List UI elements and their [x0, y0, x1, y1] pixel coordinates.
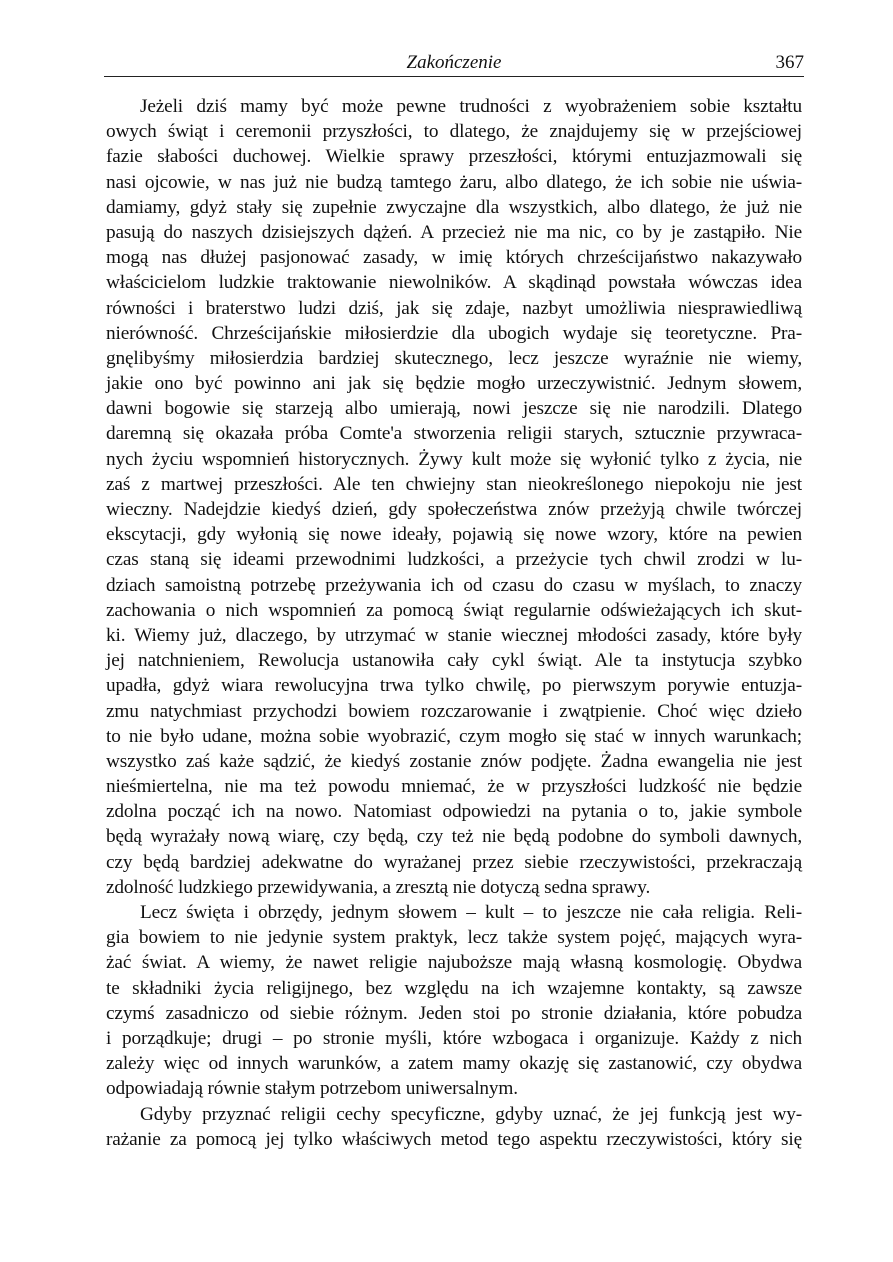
- text-line: zależy więc od innych warunków, a zatem mamy okazję się zastanowić, czy obydwa: [106, 1053, 802, 1075]
- text-line: zaś z martwej przeszłości. Ale ten chwiejny stan nieokreślonego niepokoju nie jest: [106, 473, 802, 495]
- text-line: nierówność. Chrześcijańskie miłosierdzie dla ubogich wydaje się teoretyczne. Pra-: [106, 322, 802, 344]
- text-line: to nie było udane, można sobie wyobrazić, czym mogło się stać w innych warunkach;: [106, 725, 802, 747]
- text-line: rażanie za pomocą jej tylko właściwych metod tego aspektu rzeczywistości, który się: [106, 1128, 802, 1150]
- body-text: [106, 94, 802, 1152]
- text-line: dawni bogowie się starzeją albo umierają, nowi jeszcze się nie narodzili. Dlatego: [106, 398, 802, 420]
- text-line: mogą nas dłużej pasjonować zasady, w imię których chrześcijaństwo nakazywało: [106, 247, 802, 269]
- text-line: nych życiu wspomnień historycznych. Żywy kult może się wyłonić tylko z życia, nie: [106, 448, 802, 470]
- text-line: nasi ojcowie, w nas już nie budzą tamtego żaru, albo dlatego, że ich sobie nie uświa-: [106, 171, 802, 193]
- text-line: żać świat. A wiemy, że nawet religie najuboższe mają własną kosmologię. Obydwa: [106, 952, 802, 974]
- chapter-title: Zakończenie: [406, 52, 502, 73]
- text-line: będą wyrażały nową wiarę, czy będą, czy też nie będą podobne do symboli dawnych,: [106, 826, 802, 848]
- text-line: wieczny. Nadejdzie kiedyś dzień, gdy społeczeństwa znów przeżyją chwile twórczej: [106, 499, 802, 520]
- text-line: czymś zasadniczo od siebie różnym. Jeden stoi po stronie działania, które pobudza: [106, 1002, 802, 1024]
- text-line: daremną się okazała próba Comte'a stworzenia religii starych, sztucznie przywraca-: [106, 423, 802, 445]
- text-line: jej natchnieniem, Rewolucja ustanowiła cały cykl świąt. Ale ta instytucja szybko: [106, 650, 802, 672]
- text-line: te składniki życia religijnego, bez względu na ich wzajemne kontakty, są zawsze: [106, 977, 802, 999]
- text-line: Jeżeli dziś mamy być może pewne trudności z wyobrażeniem sobie kształtu: [140, 96, 802, 117]
- text-line: jakie ono być powinno ani jak się będzie mogło urzeczywistnić. Jednym słowem,: [106, 373, 802, 395]
- text-line: zdolność ludzkiego przewidywania, a zresztą nie dotyczą sedna sprawy.: [106, 876, 651, 898]
- text-line: upadła, gdyż wiara rewolucyjna trwa tylko chwilę, po pierwszym porywie entuzja-: [106, 675, 802, 697]
- text-line: i porządkuje; drugi – po stronie myśli, które wzbogaca i organizuje. Każdy z nich: [106, 1027, 802, 1049]
- text-line: gia bowiem to nie jedynie system praktyk, lecz także system pojęć, mających wyra-: [106, 927, 802, 949]
- text-line: ekscytacji, gdy wyłonią się nowe ideały, pojawią się nowe wzory, które na pewien: [106, 524, 802, 546]
- paragraph: [106, 900, 802, 1102]
- text-line: wszystko zaś każe sądzić, że kiedyś zostanie znów podjęte. Żadna ewangelia nie jest: [106, 750, 802, 772]
- page-number: 367: [775, 52, 804, 73]
- running-header: [104, 50, 804, 77]
- text-line: gnęlibyśmy miłosierdzia bardziej skutecznego, lecz jeszcze wyraźnie nie wiemy,: [106, 347, 802, 369]
- text-line: dziach samoistną potrzebę przeżywania ich od czasu do czasu w myślach, to znaczy: [106, 574, 802, 596]
- text-line: Lecz święta i obrzędy, jednym słowem – kult – to jeszcze nie cała religia. Reli-: [140, 902, 802, 923]
- text-line: ki. Wiemy już, dlaczego, by utrzymać w stanie wiecznej młodości zasady, które były: [106, 624, 802, 646]
- text-line: właścicielom ludzkie traktowanie niewolników. A skądinąd powstała wówczas idea: [106, 272, 802, 294]
- paragraph: [106, 1102, 802, 1152]
- text-line: czas staną się ideami przewodnimi ludzkości, a przeżycie tych chwil zrodzi w lu-: [106, 549, 802, 571]
- text-line: odpowiadają równie stałym potrzebom uniwersalnym.: [106, 1078, 518, 1100]
- paragraph: [106, 94, 802, 900]
- text-line: równości i braterstwo ludzi dziś, jak się zdaje, nazbyt umożliwia niesprawiedliwą: [106, 297, 802, 319]
- text-line: fazie słabości duchowej. Wielkie sprawy przeszłości, którymi entuzjazmowali się: [106, 146, 802, 168]
- text-line: czy będą bardziej adekwatne do wyrażanej przez siebie rzeczywistości, przekraczają: [106, 851, 802, 873]
- text-line: zmu natychmiast przychodzi bowiem rozczarowanie i zwątpienie. Choć więc dzieło: [106, 700, 802, 722]
- text-line: damiamy, gdyż stały się zupełnie zwyczajne dla wszystkich, albo dlatego, że już nie: [106, 196, 802, 218]
- text-line: nieśmiertelna, nie ma też powodu mniemać, że w przyszłości ludzkość nie będzie: [106, 776, 802, 798]
- text-line: Gdyby przyznać religii cechy specyficzne, gdyby uznać, że jej funkcją jest wy-: [140, 1103, 802, 1125]
- text-line: owych świąt i ceremonii przyszłości, to dlatego, że znajdujemy się w przejściowej: [106, 121, 802, 143]
- text-line: zachowania o nich wspomnień za pomocą świąt regularnie odświeżających ich skut-: [106, 599, 802, 621]
- text-line: zdolna począć ich na nowo. Natomiast odpowiedzi na pytania o to, jakie symbole: [106, 801, 802, 823]
- text-line: pasują do naszych dzisiejszych dążeń. A przecież nie ma nic, co by je zastąpiło. Nie: [106, 221, 802, 243]
